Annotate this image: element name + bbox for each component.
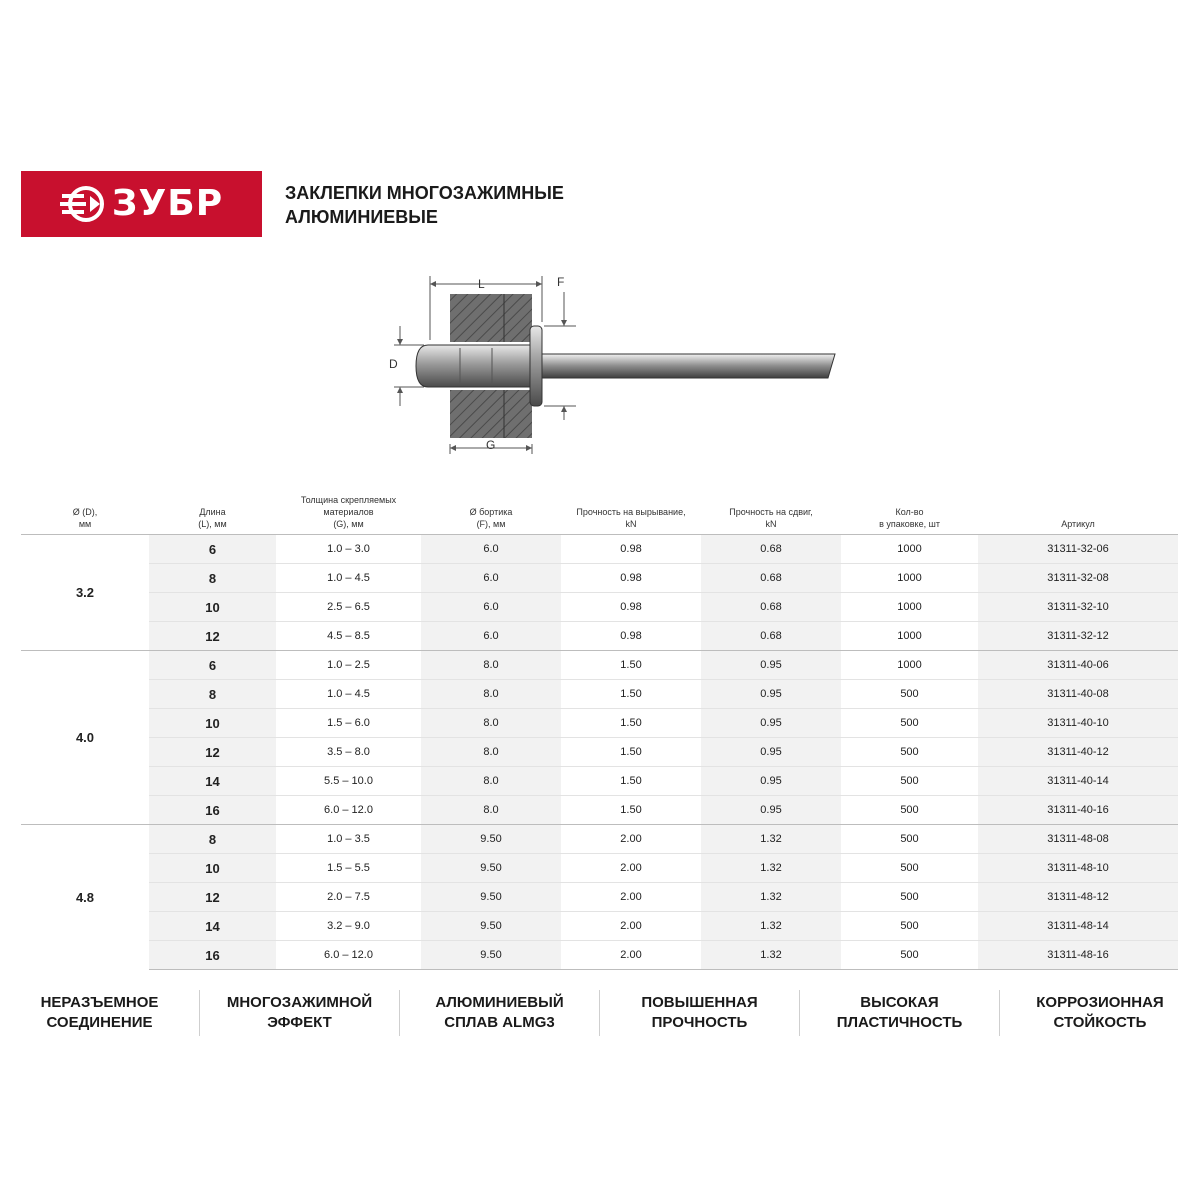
- col-header-diameter: Ø (D), мм: [72, 507, 98, 529]
- title-line-2: АЛЮМИНИЕВЫЕ: [285, 207, 438, 227]
- tensile-cell: 1.50: [561, 680, 701, 709]
- shear-cell: 0.95: [701, 709, 841, 738]
- flange-cell: 8.0: [421, 651, 561, 680]
- qty-cell: 500: [841, 796, 978, 825]
- col-header-length: Длина (L), мм: [198, 507, 227, 529]
- col-header-qty: Кол-во в упаковке, шт: [879, 507, 940, 529]
- tensile-cell: 1.50: [561, 767, 701, 796]
- tensile-cell: 2.00: [561, 883, 701, 912]
- col-header-tensile: Прочность на вырывание, kN: [576, 507, 686, 529]
- sku-cell: 31311-48-10: [978, 854, 1178, 883]
- shear-cell: 0.68: [701, 622, 841, 651]
- bison-mark-icon: [60, 184, 106, 224]
- col-header-flange: Ø бортика (F), мм: [469, 507, 513, 529]
- length-cell: 14: [149, 912, 276, 941]
- page-title: [285, 181, 564, 229]
- tensile-cell: 0.98: [561, 564, 701, 593]
- grip-cell: 4.5 – 8.5: [276, 622, 421, 651]
- length-cell: 10: [149, 593, 276, 622]
- dim-label-F: F: [557, 275, 565, 289]
- feature-plasticity: ВЫСОКАЯ ПЛАСТИЧНОСТЬ: [800, 990, 1000, 1036]
- table-row: [21, 593, 1178, 622]
- dim-label-G: G: [486, 438, 496, 452]
- sku-cell: 31311-32-12: [978, 622, 1178, 651]
- length-cell: 10: [149, 854, 276, 883]
- shear-cell: 1.32: [701, 941, 841, 970]
- tensile-cell: 0.98: [561, 535, 701, 564]
- sku-cell: 31311-40-16: [978, 796, 1178, 825]
- shear-cell: 0.95: [701, 767, 841, 796]
- table-row: [21, 796, 1178, 825]
- qty-cell: 500: [841, 912, 978, 941]
- length-cell: 8: [149, 564, 276, 593]
- table-row: [21, 564, 1178, 593]
- diameter-cell: 4.8: [21, 825, 149, 970]
- length-cell: 12: [149, 738, 276, 767]
- sku-cell: 31311-40-12: [978, 738, 1178, 767]
- feature-permanent-joint: НЕРАЗЪЕМНОЕ СОЕДИНЕНИЕ: [0, 990, 200, 1036]
- grip-cell: 2.5 – 6.5: [276, 593, 421, 622]
- grip-cell: 1.5 – 5.5: [276, 854, 421, 883]
- sku-cell: 31311-48-08: [978, 825, 1178, 854]
- grip-cell: 1.5 – 6.0: [276, 709, 421, 738]
- table-row: [21, 622, 1178, 651]
- length-cell: 14: [149, 767, 276, 796]
- table-row: [21, 680, 1178, 709]
- shear-cell: 0.68: [701, 593, 841, 622]
- sku-cell: 31311-32-06: [978, 535, 1178, 564]
- table-row: [21, 738, 1178, 767]
- lower-plate-right: [504, 390, 532, 438]
- col-header-sku: Артикул: [1061, 519, 1095, 529]
- table-row: [21, 767, 1178, 796]
- grip-cell: 6.0 – 12.0: [276, 796, 421, 825]
- flange-cell: 8.0: [421, 767, 561, 796]
- tensile-cell: 2.00: [561, 941, 701, 970]
- title-line-1: ЗАКЛЕПКИ МНОГОЗАЖИМНЫЕ: [285, 183, 564, 203]
- table-row: [21, 825, 1178, 854]
- sku-cell: 31311-40-10: [978, 709, 1178, 738]
- qty-cell: 500: [841, 941, 978, 970]
- rivet-body: [416, 345, 530, 387]
- sku-cell: 31311-48-16: [978, 941, 1178, 970]
- rivet-diagram: [380, 268, 850, 468]
- length-cell: 12: [149, 622, 276, 651]
- shear-cell: 0.95: [701, 796, 841, 825]
- flange-cell: 8.0: [421, 796, 561, 825]
- sku-cell: 31311-40-08: [978, 680, 1178, 709]
- feature-multigrip: МНОГОЗАЖИМНОЙ ЭФФЕКТ: [200, 990, 400, 1036]
- qty-cell: 1000: [841, 535, 978, 564]
- flange-cell: 9.50: [421, 883, 561, 912]
- shear-cell: 0.68: [701, 564, 841, 593]
- length-cell: 6: [149, 535, 276, 564]
- rivet-mandrel: [542, 354, 835, 378]
- tensile-cell: 1.50: [561, 709, 701, 738]
- length-cell: 16: [149, 796, 276, 825]
- diameter-cell: 4.0: [21, 651, 149, 825]
- qty-cell: 1000: [841, 593, 978, 622]
- upper-plate-right: [504, 294, 532, 342]
- qty-cell: 500: [841, 854, 978, 883]
- tensile-cell: 1.50: [561, 796, 701, 825]
- length-cell: 8: [149, 680, 276, 709]
- grip-cell: 6.0 – 12.0: [276, 941, 421, 970]
- tensile-cell: 1.50: [561, 651, 701, 680]
- grip-cell: 2.0 – 7.5: [276, 883, 421, 912]
- flange-cell: 8.0: [421, 680, 561, 709]
- grip-cell: 3.5 – 8.0: [276, 738, 421, 767]
- sku-cell: 31311-48-12: [978, 883, 1178, 912]
- qty-cell: 500: [841, 738, 978, 767]
- table-row: [21, 883, 1178, 912]
- flange-cell: 6.0: [421, 535, 561, 564]
- flange-cell: 6.0: [421, 622, 561, 651]
- sku-cell: 31311-48-14: [978, 912, 1178, 941]
- feature-alloy: АЛЮМИНИЕВЫЙ СПЛАВ ALMG3: [400, 990, 600, 1036]
- spec-table: [21, 494, 1178, 970]
- diameter-cell: 3.2: [21, 535, 149, 651]
- grip-cell: 1.0 – 3.0: [276, 535, 421, 564]
- grip-cell: 5.5 – 10.0: [276, 767, 421, 796]
- shear-cell: 1.32: [701, 825, 841, 854]
- feature-strength: ПОВЫШЕННАЯ ПРОЧНОСТЬ: [600, 990, 800, 1036]
- sku-cell: 31311-32-10: [978, 593, 1178, 622]
- table-row: [21, 941, 1178, 970]
- length-cell: 10: [149, 709, 276, 738]
- length-cell: 8: [149, 825, 276, 854]
- dim-label-D: D: [389, 357, 398, 371]
- length-cell: 16: [149, 941, 276, 970]
- grip-cell: 1.0 – 2.5: [276, 651, 421, 680]
- flange-cell: 9.50: [421, 854, 561, 883]
- table-header-row: [21, 494, 1178, 535]
- length-cell: 6: [149, 651, 276, 680]
- sku-cell: 31311-40-06: [978, 651, 1178, 680]
- flange-cell: 9.50: [421, 941, 561, 970]
- grip-cell: 3.2 – 9.0: [276, 912, 421, 941]
- table-row: [21, 651, 1178, 680]
- qty-cell: 500: [841, 680, 978, 709]
- shear-cell: 0.95: [701, 680, 841, 709]
- flange-cell: 9.50: [421, 912, 561, 941]
- table-row: [21, 709, 1178, 738]
- grip-cell: 1.0 – 4.5: [276, 680, 421, 709]
- brand-logo: [21, 171, 262, 237]
- table-row: [21, 912, 1178, 941]
- flange-cell: 6.0: [421, 593, 561, 622]
- shear-cell: 0.68: [701, 535, 841, 564]
- shear-cell: 0.95: [701, 738, 841, 767]
- tensile-cell: 1.50: [561, 738, 701, 767]
- shear-cell: 1.32: [701, 854, 841, 883]
- qty-cell: 500: [841, 825, 978, 854]
- brand-name: ЗУБР: [111, 183, 224, 224]
- table-row: [21, 535, 1178, 564]
- col-header-shear: Прочность на сдвиг, kN: [729, 507, 813, 529]
- col-header-grip: Толщина скрепляемых материалов (G), мм: [300, 495, 397, 529]
- qty-cell: 1000: [841, 564, 978, 593]
- shear-cell: 0.95: [701, 651, 841, 680]
- tensile-cell: 2.00: [561, 854, 701, 883]
- qty-cell: 500: [841, 709, 978, 738]
- flange-cell: 8.0: [421, 709, 561, 738]
- table-row: [21, 854, 1178, 883]
- tensile-cell: 2.00: [561, 825, 701, 854]
- rivet-flange: [530, 326, 542, 406]
- feature-strip: [0, 990, 1200, 1036]
- tensile-cell: 2.00: [561, 912, 701, 941]
- lower-plate-left: [450, 390, 504, 438]
- shear-cell: 1.32: [701, 883, 841, 912]
- flange-cell: 9.50: [421, 825, 561, 854]
- grip-cell: 1.0 – 3.5: [276, 825, 421, 854]
- tensile-cell: 0.98: [561, 622, 701, 651]
- sku-cell: 31311-32-08: [978, 564, 1178, 593]
- grip-cell: 1.0 – 4.5: [276, 564, 421, 593]
- upper-plate-left: [450, 294, 504, 342]
- qty-cell: 1000: [841, 651, 978, 680]
- qty-cell: 1000: [841, 622, 978, 651]
- qty-cell: 500: [841, 883, 978, 912]
- qty-cell: 500: [841, 767, 978, 796]
- sku-cell: 31311-40-14: [978, 767, 1178, 796]
- feature-corrosion-resistance: КОРРОЗИОННАЯ СТОЙКОСТЬ: [1036, 994, 1164, 1031]
- flange-cell: 8.0: [421, 738, 561, 767]
- flange-cell: 6.0: [421, 564, 561, 593]
- dim-label-L: L: [478, 277, 485, 291]
- tensile-cell: 0.98: [561, 593, 701, 622]
- length-cell: 12: [149, 883, 276, 912]
- shear-cell: 1.32: [701, 912, 841, 941]
